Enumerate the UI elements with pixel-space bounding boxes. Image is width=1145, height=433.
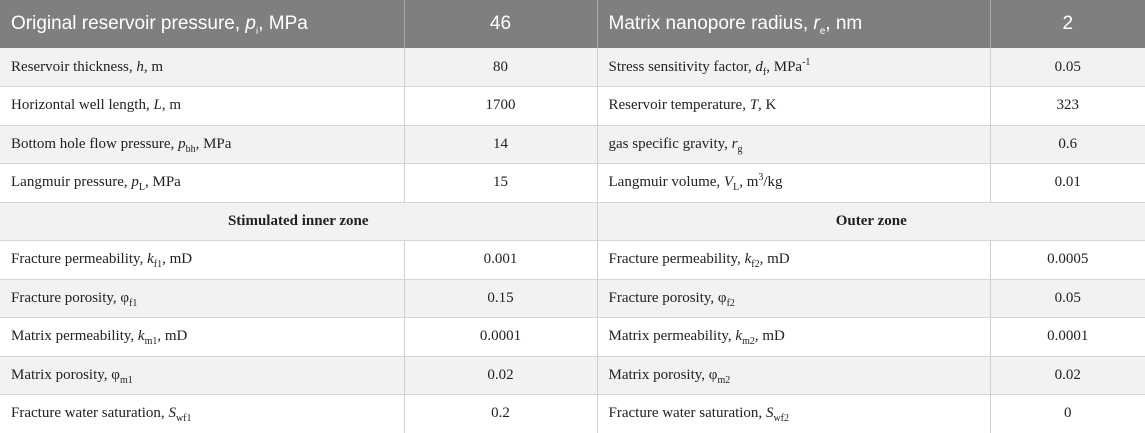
param-name: Fracture water saturation, $S_{wf2}$ — [597, 395, 990, 433]
param-name: Matrix porosity, $\varphi_{m2}$ — [597, 356, 990, 395]
table-row — [0, 356, 1145, 395]
table-row — [0, 395, 1145, 433]
param-name: Fracture permeability, $k_{f1}$, mD — [0, 241, 404, 280]
param-name: Fracture permeability, $k_{f2}$, mD — [597, 241, 990, 280]
param-value: 0.0001 — [404, 318, 597, 357]
param-value: 0.2 — [404, 395, 597, 433]
param-value: 14 — [404, 125, 597, 164]
header-right-param: Matrix nanopore radius, $r_e$, nm — [597, 0, 990, 48]
param-name: Langmuir pressure, $p_L$, MPa — [0, 164, 404, 203]
param-name: Fracture porosity, $\varphi_{f1}$ — [0, 279, 404, 318]
table-row — [0, 87, 1145, 126]
table-row — [0, 318, 1145, 357]
param-value: 323 — [990, 87, 1145, 126]
table-row — [0, 241, 1145, 280]
param-value: 0.15 — [404, 279, 597, 318]
param-name: Matrix permeability, $k_{m2}$, mD — [597, 318, 990, 357]
param-value: 15 — [404, 164, 597, 203]
param-name: Matrix permeability, $k_{m1}$, mD — [0, 318, 404, 357]
param-name: Horizontal well length, L, m — [0, 87, 404, 126]
param-value: 0.0005 — [990, 241, 1145, 280]
param-value: 0.0001 — [990, 318, 1145, 357]
param-value: 0.001 — [404, 241, 597, 280]
header-row — [0, 0, 1145, 48]
param-name: gas specific gravity, $r_g$ — [597, 125, 990, 164]
header-right-value: 2 — [990, 0, 1145, 48]
param-value: 0.02 — [990, 356, 1145, 395]
header-left-value: 46 — [404, 0, 597, 48]
header-left-param: Original reservoir pressure, $p_i$, MPa — [0, 0, 404, 48]
table-row — [0, 125, 1145, 164]
param-name: Stress sensitivity factor, $d_f$, MPa$^{-1}$ — [597, 48, 990, 87]
param-name: Langmuir volume, $V_L$, $m^3/kg$ — [597, 164, 990, 203]
param-name: Bottom hole flow pressure, $p_{bh}$, MPa — [0, 125, 404, 164]
param-name: Fracture porosity, $\varphi_{f2}$ — [597, 279, 990, 318]
section-inner-zone: Stimulated inner zone — [0, 202, 597, 241]
param-value: 0 — [990, 395, 1145, 433]
table-row — [0, 279, 1145, 318]
param-value: 1700 — [404, 87, 597, 126]
table-row — [0, 48, 1145, 87]
param-name: Reservoir temperature, T, K — [597, 87, 990, 126]
param-name: Reservoir thickness, h, m — [0, 48, 404, 87]
param-name: Matrix porosity, $\varphi_{m1}$ — [0, 356, 404, 395]
section-header-row — [0, 202, 1145, 241]
table-row — [0, 164, 1145, 203]
param-value: 0.05 — [990, 48, 1145, 87]
param-value: 80 — [404, 48, 597, 87]
param-value: 0.6 — [990, 125, 1145, 164]
param-value: 0.01 — [990, 164, 1145, 203]
param-value: 0.05 — [990, 279, 1145, 318]
param-name: Fracture water saturation, $S_{wf1}$ — [0, 395, 404, 433]
section-outer-zone: Outer zone — [597, 202, 1145, 241]
param-value: 0.02 — [404, 356, 597, 395]
